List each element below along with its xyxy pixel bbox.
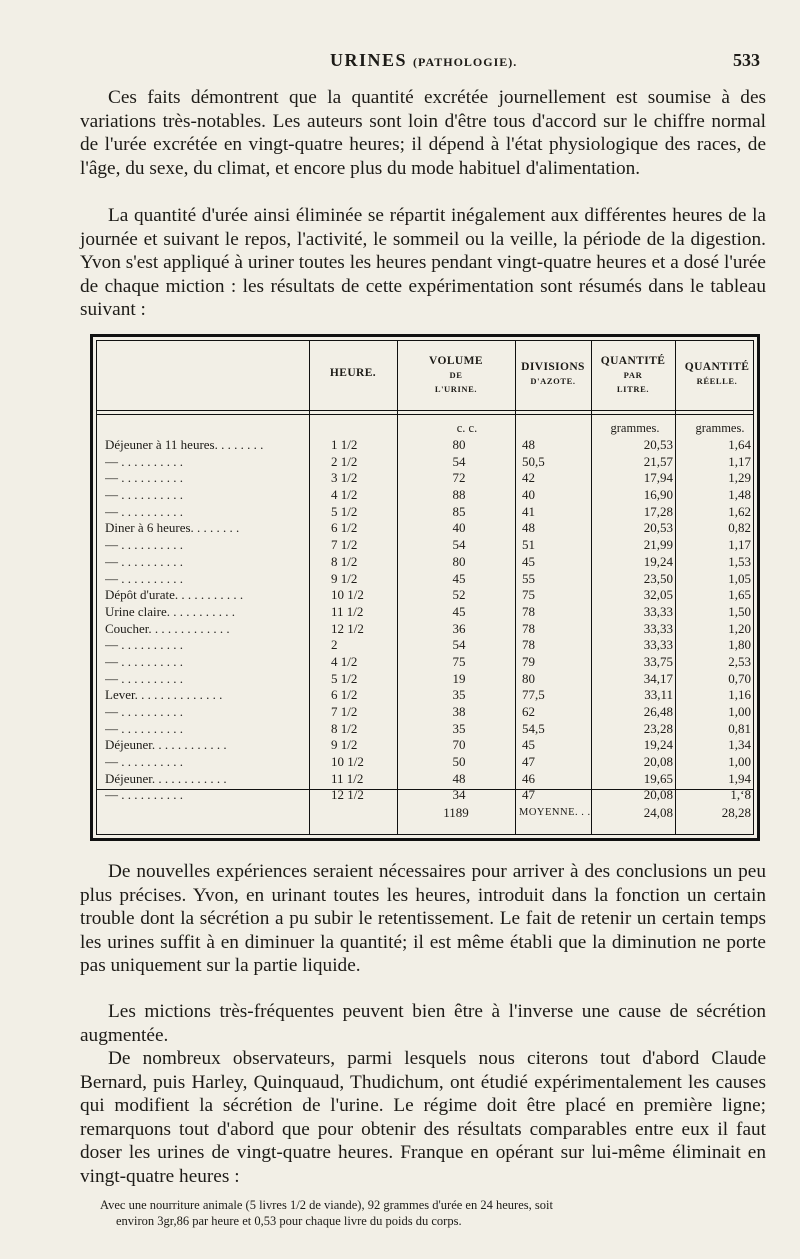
footnote-line-2: environ 3gr,86 par heure et 0,53 pour chaque livre du poids du corps.	[116, 1214, 462, 1228]
row-divisions: 78	[522, 637, 535, 653]
header-title-main: URINES	[330, 50, 408, 70]
row-volume: 19	[452, 670, 466, 686]
row-quantity: 17,94	[643, 470, 673, 486]
paragraph-4: Les mictions très-fréquentes peuvent bien être à l'inverse une cause de sécrétion augmentée.	[80, 1001, 766, 1046]
table-row	[97, 454, 753, 471]
row-quantity: 21,57	[643, 453, 673, 469]
row-label: — . . . . . . . . . .	[105, 637, 183, 653]
row-label: — . . . . . . . . . .	[105, 653, 183, 669]
row-hour: 12 1/2	[331, 787, 364, 803]
row-label: Coucher. . . . . . . . . . . . .	[105, 620, 230, 636]
paragraph-1: Ces faits démontrent que la quantité excrétée journellement est soumise à des variations très-notables. Les auteurs sont loin d'être tous d'accord sur le chiffre normal de l'urée excrétée en vingt-quatre heures; il dépend à l'état physiologique des races, de l'âge, du sexe, du climat, et encore plus du mode habituel d'alimentation.	[80, 87, 766, 179]
row-divisions: 51	[522, 537, 535, 553]
row-divisions: 40	[522, 487, 535, 503]
running-header	[80, 50, 760, 74]
urea-table-inner	[96, 340, 754, 835]
row-quantity: 20,08	[643, 787, 673, 803]
row-divisions: 47	[522, 754, 535, 770]
table-row	[97, 654, 753, 671]
row-hour: 10 1/2	[331, 587, 364, 603]
row-quantity: 33,11	[644, 687, 673, 703]
row-volume: 75	[452, 653, 466, 669]
table-row	[97, 721, 753, 738]
row-label: Déjeuner. . . . . . . . . . . .	[105, 770, 227, 786]
row-real-quantity: 1,16	[728, 687, 751, 703]
row-quantity: 16,90	[643, 487, 673, 503]
row-label: Déjeuner à 11 heures. . . . . . . .	[105, 437, 264, 452]
row-quantity: 33,33	[643, 620, 673, 636]
row-volume: 45	[452, 603, 466, 619]
row-divisions: 77,5	[522, 687, 545, 703]
row-divisions: 79	[522, 653, 535, 669]
row-hour: 1 1/2	[331, 437, 358, 452]
row-divisions: 46	[522, 770, 535, 786]
table-row	[97, 571, 753, 588]
row-label: Déjeuner. . . . . . . . . . . .	[105, 737, 227, 753]
table-row	[97, 671, 753, 688]
row-divisions: 41	[522, 503, 535, 519]
row-real-quantity: 1,17	[728, 537, 751, 553]
row-hour: 12 1/2	[331, 620, 364, 636]
row-divisions: 47	[522, 787, 535, 803]
row-label: — . . . . . . . . . .	[105, 570, 183, 586]
row-divisions: 55	[522, 570, 535, 586]
unit-reelle: grammes.	[695, 421, 745, 435]
row-hour: 11 1/2	[331, 770, 364, 786]
row-volume: 35	[452, 687, 466, 703]
header-title	[330, 50, 517, 71]
col-header-volume: VOLUME DE L'URINE.	[429, 355, 483, 394]
row-divisions: 78	[522, 603, 535, 619]
table-row	[97, 771, 753, 788]
row-volume: 35	[452, 720, 466, 736]
row-volume: 45	[452, 570, 466, 586]
row-quantity: 19,65	[643, 770, 673, 786]
row-volume: 70	[452, 737, 466, 753]
table-row	[97, 604, 753, 621]
row-volume: 80	[452, 437, 466, 452]
row-hour: 5 1/2	[331, 503, 358, 519]
row-hour: 5 1/2	[331, 670, 358, 686]
row-divisions: 42	[522, 470, 535, 486]
row-hour: 8 1/2	[331, 553, 358, 569]
row-divisions: 80	[522, 670, 535, 686]
row-divisions: 75	[522, 587, 535, 603]
row-volume: 72	[452, 470, 466, 486]
row-hour: 7 1/2	[331, 704, 358, 719]
row-label: — . . . . . . . . . .	[105, 670, 183, 686]
col-header-divisions: DIVISIONS D'AZOTE.	[521, 361, 585, 386]
row-hour: 9 1/2	[331, 737, 358, 753]
unit-volume: c. c.	[456, 421, 478, 435]
row-label: — . . . . . . . . . .	[105, 787, 183, 803]
row-real-quantity: 1,05	[728, 570, 751, 586]
row-real-quantity: 1,00	[728, 754, 751, 770]
row-volume: 88	[452, 487, 466, 503]
row-volume: 40	[452, 520, 466, 536]
row-quantity: 19,24	[643, 553, 673, 569]
row-volume: 85	[452, 503, 466, 519]
row-divisions: 48	[522, 437, 535, 452]
table-footer	[97, 797, 753, 827]
row-hour: 3 1/2	[331, 470, 358, 486]
paragraph-2: La quantité d'urée ainsi éliminée se répartit inégalement aux différentes heures de la journée et suivant le repos, l'activité, le sommeil ou la veille, la période de la digestion. Yvon s'est appliqué à uriner toutes les heures pendant vingt-quatre heures et a dosé l'urée de chaque miction : les résultats de cette expérimentation sont résumés dans le tableau suivant :	[80, 205, 766, 320]
table-row	[97, 437, 753, 454]
row-real-quantity: 1,65	[728, 587, 751, 603]
row-label: — . . . . . . . . . .	[105, 553, 183, 569]
col-header-heure: HEURE.	[329, 367, 377, 379]
urea-table	[90, 334, 760, 841]
table-rule-header-double	[97, 414, 753, 415]
table-row	[97, 520, 753, 537]
row-hour: 7 1/2	[331, 537, 358, 553]
row-label: — . . . . . . . . . .	[105, 754, 183, 770]
table-row	[97, 621, 753, 638]
row-quantity: 23,50	[643, 570, 673, 586]
row-real-quantity: 2,53	[728, 653, 751, 669]
row-volume: 52	[452, 587, 466, 603]
row-quantity: 19,24	[643, 737, 673, 753]
row-hour: 10 1/2	[331, 754, 364, 770]
row-hour: 6 1/2	[331, 520, 358, 536]
row-label: — . . . . . . . . . .	[105, 720, 183, 736]
row-real-quantity: 1,62	[728, 503, 751, 519]
table-row	[97, 737, 753, 754]
row-divisions: 45	[522, 737, 535, 753]
row-quantity: 17,28	[643, 503, 673, 519]
row-hour: 4 1/2	[331, 487, 358, 503]
row-hour: 9 1/2	[331, 570, 358, 586]
row-volume: 34	[452, 787, 466, 803]
row-divisions: 45	[522, 553, 535, 569]
row-real-quantity: 1,17	[728, 453, 751, 469]
row-real-quantity: 1,34	[728, 737, 751, 753]
table-row	[97, 704, 753, 721]
row-divisions: 62	[522, 704, 535, 719]
table-body	[97, 437, 753, 804]
row-volume: 48	[452, 770, 466, 786]
row-volume: 36	[452, 620, 466, 636]
row-divisions: 54,5	[522, 720, 545, 736]
row-quantity: 21,99	[643, 537, 673, 553]
row-volume: 54	[452, 637, 466, 653]
row-quantity: 34,17	[643, 670, 673, 686]
row-divisions: 50,5	[522, 453, 545, 469]
table-row	[97, 537, 753, 554]
table-row	[97, 487, 753, 504]
row-real-quantity: 1,48	[728, 487, 751, 503]
row-volume: 80	[452, 553, 466, 569]
table-row	[97, 554, 753, 571]
table-row	[97, 687, 753, 704]
row-label: — . . . . . . . . . .	[105, 503, 183, 519]
row-label: — . . . . . . . . . .	[105, 487, 183, 503]
col-header-quantite: QUANTITÉ PAR LITRE.	[600, 355, 666, 394]
volume-total: 1189	[443, 805, 469, 820]
row-real-quantity: 1,00	[728, 704, 751, 719]
row-quantity: 23,28	[643, 720, 673, 736]
real-total: 28,28	[721, 805, 751, 820]
row-hour: 2 1/2	[331, 453, 358, 469]
row-real-quantity: 1,50	[728, 603, 751, 619]
table-row	[97, 754, 753, 771]
paragraph-5: De nombreux observateurs, parmi lesquels nous citerons tout d'abord Claude Bernard, puis Harley, Quinquaud, Thudichum, ont étudié expérimentalement les causes qui modifient la sécrétion de l'urine. Le régime doit être placé en première ligne; remarquons tout d'abord que pour obtenir des résultats comparables entre eux il faut doser les urines de vingt-quatre heures. Franque en opérant sur lui-même éliminait en vingt-quatre heures :	[80, 1048, 766, 1187]
row-volume: 54	[452, 453, 466, 469]
table-rule-header	[97, 410, 753, 411]
row-quantity: 33,33	[643, 603, 673, 619]
row-hour: 8 1/2	[331, 720, 358, 736]
row-real-quantity: 1,‘8	[730, 787, 751, 803]
row-quantity: 26,48	[643, 704, 673, 719]
row-real-quantity: 0,81	[728, 720, 751, 736]
row-real-quantity: 1,53	[728, 553, 751, 569]
row-quantity: 33,75	[643, 653, 673, 669]
row-label: — . . . . . . . . . .	[105, 537, 183, 553]
paragraph-3: De nouvelles expériences seraient nécessaires pour arriver à des conclusions un peu plus précises. Yvon, en urinant toutes les heures, introduit dans la fonction un certain trouble dont la sécrétion a pu subir le retentissement. Le fait de retenir un certain temps les urines suffit à en diminuer la quantité; il est même établi que la diminution ne porte pas uniquement sur la partie liquide.	[80, 861, 766, 976]
footnote	[100, 1197, 760, 1229]
col-header-reelle: QUANTITÉ RÉELLE.	[684, 361, 750, 386]
table-row	[97, 587, 753, 604]
row-divisions: 78	[522, 620, 535, 636]
table-row	[97, 504, 753, 521]
table-row	[97, 470, 753, 487]
row-quantity: 20,53	[643, 437, 673, 452]
row-label: — . . . . . . . . . .	[105, 704, 183, 719]
row-real-quantity: 1,94	[728, 770, 751, 786]
row-real-quantity: 0,82	[728, 520, 751, 536]
row-label: Diner à 6 heures. . . . . . . .	[105, 520, 240, 536]
footnote-line-1: Avec une nourriture animale (5 livres 1/2 de viande), 92 grammes d'urée en 24 heures, soit	[100, 1198, 553, 1212]
row-label: Urine claire. . . . . . . . . . .	[105, 603, 235, 619]
row-label: — . . . . . . . . . .	[105, 453, 183, 469]
moyenne-label: MOYENNE. . .	[519, 807, 591, 818]
row-hour: 6 1/2	[331, 687, 358, 703]
row-volume: 54	[452, 537, 466, 553]
header-title-sub: (PATHOLOGIE).	[413, 55, 518, 69]
row-volume: 50	[452, 754, 466, 770]
row-label: — . . . . . . . . . .	[105, 470, 183, 486]
row-real-quantity: 0,70	[728, 670, 751, 686]
row-hour: 4 1/2	[331, 653, 358, 669]
unit-quantite: grammes.	[610, 421, 660, 435]
row-volume: 38	[452, 704, 466, 719]
moyenne-quantity: 24,08	[643, 805, 673, 820]
row-quantity: 20,08	[643, 754, 673, 770]
row-quantity: 20,53	[643, 520, 673, 536]
row-quantity: 33,33	[643, 637, 673, 653]
row-real-quantity: 1,20	[728, 620, 751, 636]
row-real-quantity: 1,64	[728, 437, 751, 452]
row-label: Lever. . . . . . . . . . . . . .	[105, 687, 223, 703]
row-hour: 2	[331, 637, 338, 653]
row-real-quantity: 1,80	[728, 637, 751, 653]
row-real-quantity: 1,29	[728, 470, 751, 486]
row-label: Dépôt d'urate. . . . . . . . . . .	[105, 587, 244, 603]
page-number: 533	[733, 50, 760, 70]
row-hour: 11 1/2	[331, 603, 364, 619]
table-row	[97, 637, 753, 654]
row-divisions: 48	[522, 520, 535, 536]
row-quantity: 32,05	[643, 587, 673, 603]
